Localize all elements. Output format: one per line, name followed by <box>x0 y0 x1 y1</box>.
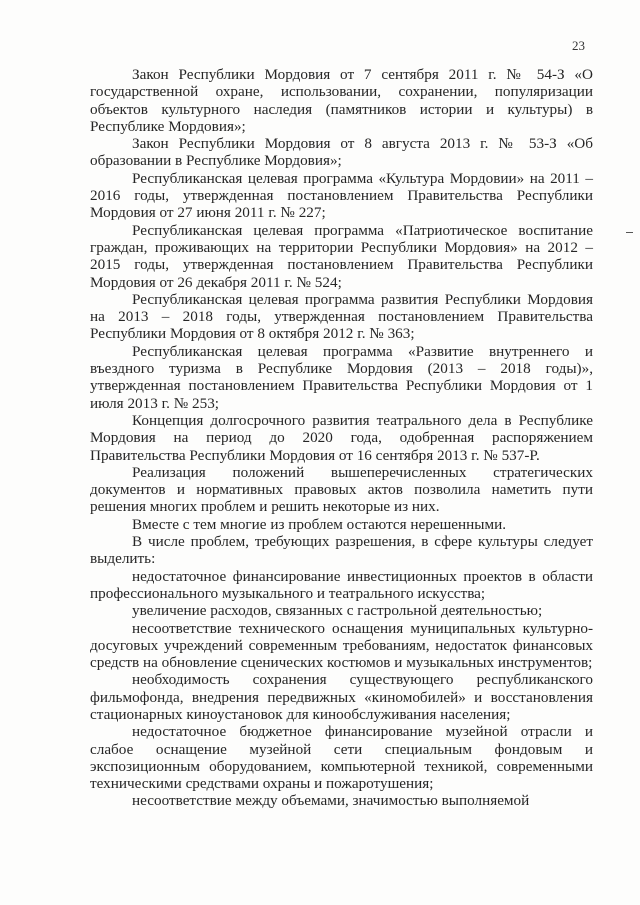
list-item-equipment: несоответствие технического оснащения муниципальных культурно-досуговых учреждений современным требованиям, недостаток финансовых средств на обновление сценических костюмов и музыкальных инструментов; <box>90 619 593 672</box>
page-number: 23 <box>572 38 585 53</box>
paragraph-law-education: Закон Республики Мордовия от 8 августа 2013 г. № 53-З «Об образовании в Республике Мордовия»; <box>90 135 593 170</box>
paragraph-program-development: Республиканская целевая программа развития Республики Мордовия на 2013 – 2018 годы, утвержденная постановлением Правительства Республики Мордовия от 8 октября 2012 г. № 363; <box>90 290 593 343</box>
list-item-financing: недостаточное финансирование инвестиционных проектов в области профессионального музыкального и театрального искусства; <box>90 567 593 602</box>
paragraph-implementation: Реализация положений вышеперечисленных стратегических документов и нормативных правовых актов позволила наметить пути решения многих проблем и решить некоторые из них. <box>90 463 593 516</box>
paragraph-program-patriotic: Республиканская целевая программа «Патриотическое воспитание граждан, проживающих на территории Республики Мордовия» на 2012 – 2015 годы, утвержденная постановлением Правительства Республики Мордовия от 26 декабря 2011 г. № 524; <box>90 221 593 291</box>
document-body <box>90 66 593 810</box>
paragraph-law-cultural-heritage: Закон Республики Мордовия от 7 сентября 2011 г. № 54-З «О государственной охране, использовании, сохранении, популяризации объектов культурного наследия (памятников истории и культуры) в Республике Мордовия»; <box>90 66 593 135</box>
list-item-tour-costs: увеличение расходов, связанных с гастрольной деятельностью; <box>132 602 543 620</box>
paragraph-unsolved: Вместе с тем многие из проблем остаются нерешенными. <box>132 515 507 533</box>
paragraph-program-culture: Республиканская целевая программа «Культура Мордовии» на 2011 – 2016 годы, утвержденная постановлением Правительства Республики Мордовия от 27 июня 2011 г. № 227; <box>90 169 593 222</box>
paragraph-theatre-concept: Концепция долгосрочного развития театрального дела в Республике Мордовия на период до 2020 года, одобренная распоряжением Правительства Республики Мордовия от 16 сентября 2013 г. № 537-Р. <box>90 411 593 464</box>
margin-scan-mark <box>626 232 633 233</box>
list-item-mismatch: несоответствие между объемами, значимостью выполняемой <box>132 792 530 810</box>
paragraph-problems-intro: В числе проблем, требующих разрешения, в сфере культуры следует выделить: <box>90 533 593 568</box>
list-item-film-fund: необходимость сохранения существующего республиканского фильмофонда, внедрения передвижных «киномобилей» и восстановления стационарных киноустановок для кинообслуживания населения; <box>90 671 593 723</box>
list-item-museum-funding: недостаточное бюджетное финансирование музейной отрасли и слабое оснащение музейной сети специальным фондовым и экспозиционным оборудованием, компьютерной техникой, современными техническими средствами охраны и пожаротушения; <box>90 723 593 793</box>
paragraph-program-tourism: Республиканская целевая программа «Развитие внутреннего и въездного туризма в Республике Мордовия (2013 – 2018 годы)», утвержденная постановлением Правительства Республики Мордовия от 1 июля 2013 г. № 253; <box>90 342 593 412</box>
